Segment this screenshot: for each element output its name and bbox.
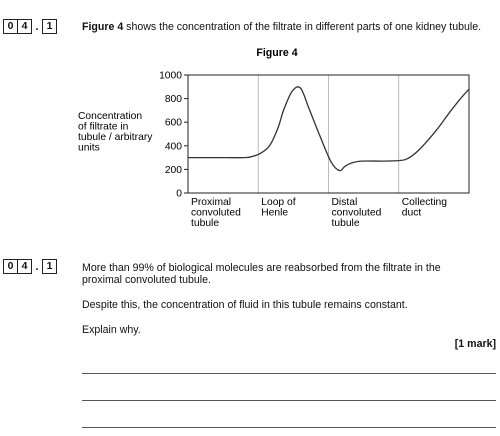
region-label-line: convoluted: [191, 207, 241, 219]
answer-line-2[interactable]: [82, 400, 496, 401]
y-tick-label: 400: [164, 141, 182, 153]
answer-line-3[interactable]: [82, 427, 496, 428]
question-number-separator: .: [35, 260, 39, 273]
region-label-line: Distal: [331, 197, 358, 208]
marks-label: [1 mark]: [454, 338, 496, 350]
region-label-line: Henle: [261, 207, 289, 219]
y-tick-label: 0: [176, 188, 182, 200]
y-tick-label: 800: [164, 94, 182, 106]
y-tick-label: 200: [164, 164, 182, 176]
question-number-box: 0: [3, 19, 18, 34]
figure-reference: Figure 4: [82, 21, 124, 33]
region-label-line: tubule: [191, 218, 220, 229]
region-label-line: Loop of: [261, 197, 296, 208]
question-instruction: Explain why.: [82, 324, 141, 336]
question-intro-text: shows the concentration of the filtrate in different parts of one kidney tubule.: [123, 21, 482, 33]
question-number-box: 1: [42, 19, 57, 34]
region-label-line: Proximal: [191, 197, 232, 208]
region-label-line: duct: [401, 207, 422, 219]
region-label-line: convoluted: [331, 207, 382, 219]
question-number-box: 0: [3, 259, 18, 274]
y-axis-label-group: [78, 111, 153, 154]
question-number-separator: .: [35, 20, 39, 33]
answer-line-1[interactable]: [82, 373, 496, 374]
y-tick-label: 600: [164, 117, 182, 129]
y-tick-label: 1000: [159, 70, 182, 82]
y-axis-label-line: tubule / arbitrary: [78, 132, 153, 143]
question-text-line-1: More than 99% of biological molecules are reabsorbed from the filtrate in the: [82, 262, 441, 274]
question-text-line-2: proximal convoluted tubule.: [82, 274, 211, 286]
y-axis-label-line: of filtrate in: [78, 121, 129, 133]
question-number-box: 1: [42, 259, 57, 274]
question-number-box: 4: [18, 259, 32, 274]
x-axis-region-labels: [191, 197, 447, 229]
region-label-line: Collecting: [401, 197, 447, 208]
figure-title: Figure 4: [256, 47, 298, 59]
question-paragraph: Despite this, the concentration of fluid in this tubule remains constant.: [82, 299, 408, 311]
y-axis-label-line: units: [78, 142, 100, 154]
region-label-line: tubule: [331, 218, 360, 229]
y-axis-label-line: Concentration: [78, 111, 143, 122]
y-axis-ticks: [159, 71, 188, 200]
question-number-2: [3, 259, 57, 274]
region-dividers: [258, 75, 399, 193]
question-number-box: 4: [18, 19, 32, 34]
